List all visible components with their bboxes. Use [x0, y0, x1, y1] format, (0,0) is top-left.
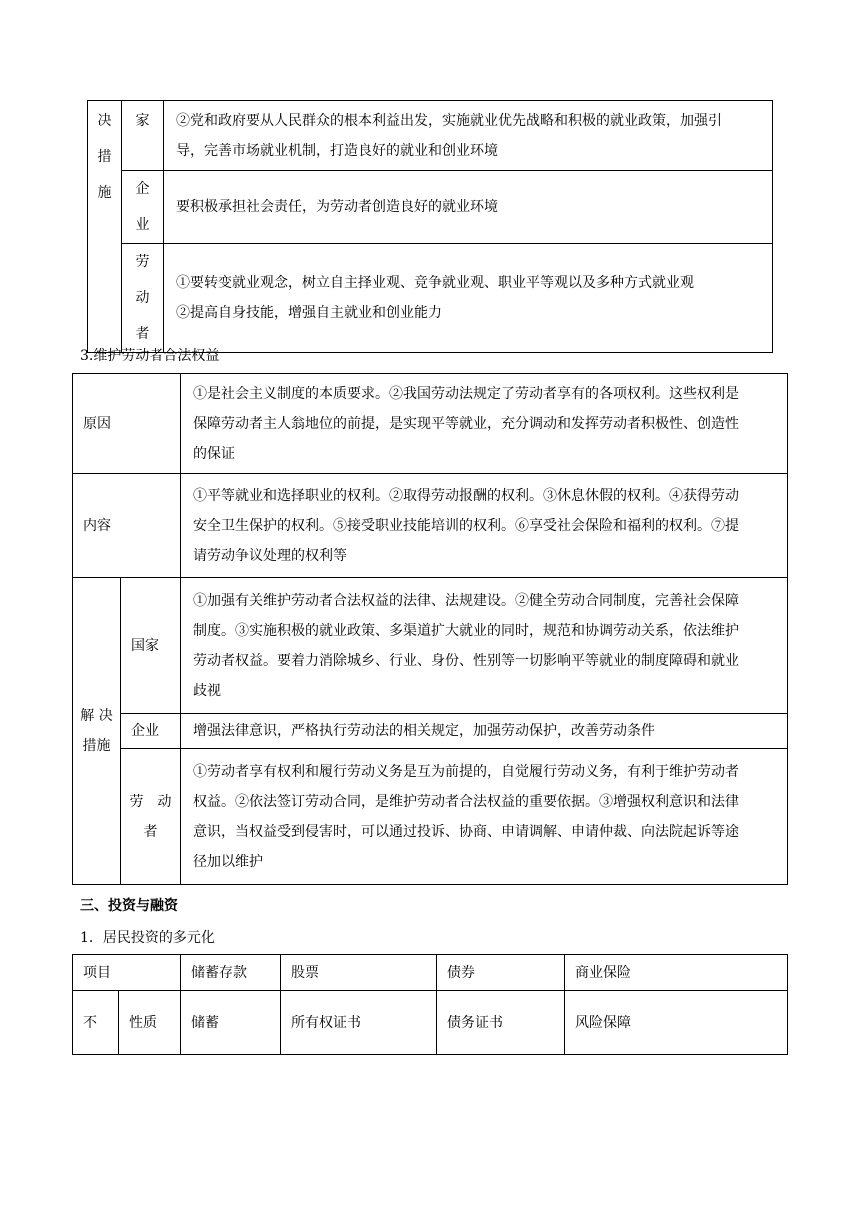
content-state: ①加强有关维护劳动者合法权益的法律、法规建设。②健全劳动合同制度，完善社会保障 制度。③实施积极的就业政策、多渠道扩大就业的同时，规范和协调劳动关系，依法维护 劳动者权益。要着力消除城乡、行业、身份、性别等一切影响平等就业的制度障碍和就业 歧视 — [181, 578, 788, 714]
content-enterprise: 增强法律意识，严格执行劳动法的相关规定，加强劳动保护，改善劳动条件 — [181, 714, 788, 749]
label-state: 国家 — [121, 578, 181, 714]
content-rights: ①平等就业和选择职业的权利。②取得劳动报酬的权利。③休息休假的权利。④获得劳动 安全卫生保护的权利。⑤接受职业技能培训的权利。⑥享受社会保险和福利的权利。⑦提 请劳动争议处理的权利等 — [181, 474, 788, 578]
row-group: 不 — [73, 991, 119, 1055]
cell-bonds: 债务证书 — [437, 991, 565, 1055]
content-worker: ①劳动者享有权利和履行劳动义务是互为前提的，自觉履行劳动义务，有利于维护劳动者 权益。②依法签订劳动合同，是维护劳动者合法权益的重要依据。③增强权利意识和法律 意识，当权益受到侵害时，可以通过投诉、协商、申请调解、申请仲裁、向法院起诉等途 径加以维护 — [181, 749, 788, 885]
cell-insurance: 风险保障 — [565, 991, 788, 1055]
section-heading: 3.维护劳动者合法权益 — [80, 348, 220, 364]
investment-table — [72, 954, 788, 1055]
row-label-worker: 劳 动 者 — [122, 244, 164, 353]
label-enterprise: 企业 — [121, 714, 181, 749]
cell-savings: 储蓄 — [181, 991, 281, 1055]
rights-table — [72, 373, 788, 885]
label-reason: 原因 — [73, 374, 181, 474]
row-content-enterprise: 要积极承担社会责任，为劳动者创造良好的就业环境 — [164, 171, 773, 244]
cell-stocks: 所有权证书 — [281, 991, 437, 1055]
content-reason: ①是社会主义制度的本质要求。②我国劳动法规定了劳动者享有的各项权利。这些权利是 保障劳动者主人翁地位的前提，是实现平等就业，充分调动和发挥劳动者积极性、创造性 的保证 — [181, 374, 788, 474]
row-label-nature: 性质 — [119, 991, 181, 1055]
label-content: 内容 — [73, 474, 181, 578]
section-label: 决 措 施 — [88, 101, 122, 353]
row-label-enterprise: 企 业 — [122, 171, 164, 244]
header-bonds: 债券 — [437, 955, 565, 991]
header-insurance: 商业保险 — [565, 955, 788, 991]
subsection-heading: 1．居民投资的多元化 — [80, 930, 215, 946]
header-item: 项目 — [73, 955, 181, 991]
measures-table-continued — [87, 100, 773, 353]
label-measures: 解 决 措施 — [73, 578, 121, 885]
header-stocks: 股票 — [281, 955, 437, 991]
row-content-state: ②党和政府要从人民群众的根本利益出发，实施就业优先战略和积极的就业政策，加强引 导，完善市场就业机制，打造良好的就业和创业环境 — [164, 101, 773, 171]
section-three-heading: 三、投资与融资 — [80, 898, 178, 914]
row-content-worker: ①要转变就业观念，树立自主择业观、竞争就业观、职业平等观以及多种方式就业观 ②提高自身技能，增强自主就业和创业能力 — [164, 244, 773, 353]
header-savings: 储蓄存款 — [181, 955, 281, 991]
row-label-state: 家 — [122, 101, 164, 171]
label-worker: 劳 动 者 — [121, 749, 181, 885]
